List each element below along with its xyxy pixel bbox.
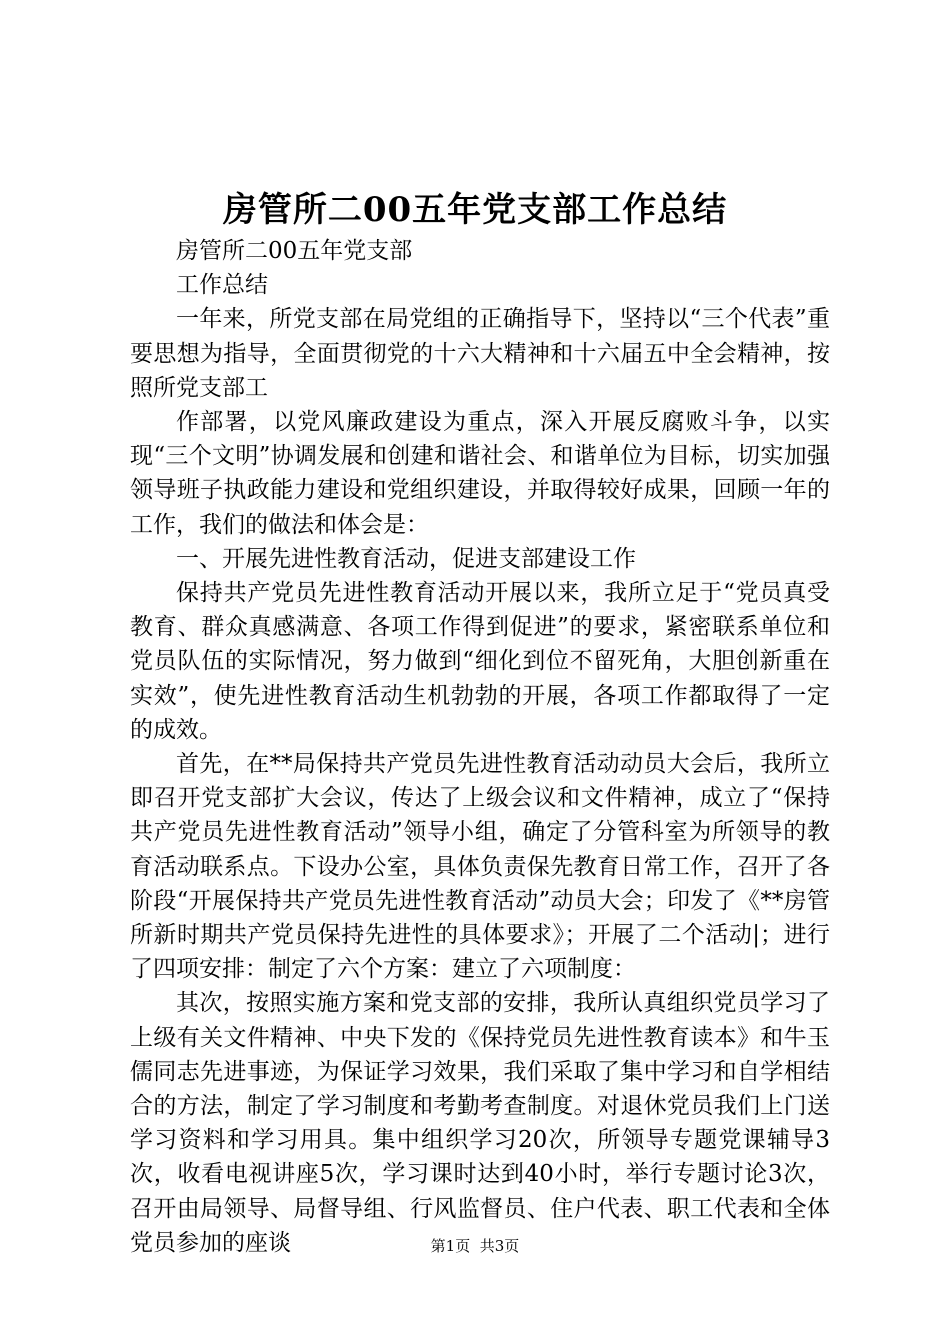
paragraph-subtitle-line1: 房管所二00五年党支部 [176, 238, 413, 264]
paragraph-education-activity: 保持共产党员先进性教育活动开展以来，我所立足于“党员真受教育、群众真感满意、各项工作得到促进”的要求，紧密联系单位和党员队伍的实际情况，努力做到“细化到位不留死角，大胆创新重在实效”，使先进性教育活动生机勃勃的开展，各项工作都取得了一定的成效。 [130, 580, 830, 743]
paragraph-subtitle-line2: 工作总结 [176, 272, 268, 299]
page-number: 第1页 [430, 1237, 471, 1255]
paragraph-deployment: 作部署，以党风廉政建设为重点，深入开展反腐败斗争，以实现“三个文明”协调发展和创建和谐社会、和谐单位为目标，切实加强领导班子执政能力建设和党组织建设，并取得较好成果，回顾一年的工作，我们的做法和体会是： [130, 409, 830, 538]
section-heading-1: 一、开展先进性教育活动，促进支部建设工作 [176, 545, 636, 572]
paragraph-intro: 一年来，所党支部在局党组的正确指导下，坚持以“三个代表”重要思想为指导，全面贯彻党的十六大精神和十六届五中全会精神，按照所党支部工 [130, 306, 830, 401]
document-title: 房管所二00五年党支部工作总结 [222, 190, 728, 230]
paragraph-first: 首先，在**局保持共产党员先进性教育活动动员大会后，我所立即召开党支部扩大会议，传达了上级会议和文件精神，成立了“保持共产党员先进性教育活动”领导小组，确定了分管科室为所领导的教育活动联系点。下设办公室，具体负责保先教育日常工作，召开了各阶段“开展保持共产党员先进性教育活动”动员大会；印发了《**房管所新时期共产党员保持先进性的具体要求》；开展了二个活动|；进行了四项安排：制定了六个方案：建立了六项制度： [130, 751, 830, 983]
page-total: 共3页 [479, 1237, 520, 1255]
paragraph-second: 其次，按照实施方案和党支部的安排，我所认真组织党员学习了上级有关文件精神、中央下发的《保持党员先进性教育读本》和牛玉儒同志先进事迹，为保证学习效果，我们采取了集中学习和自学相结合的方法，制定了学习制度和考勤考查制度。对退休党员我们上门送学习资料和学习用具。集中组织学习20次，所领导专题党课辅导3次，收看电视讲座5次，学习课时达到40小时，举行专题讨论3次，召开由局领导、局督导组、行风监督员、住户代表、职工代表和全体党员参加的座谈 [130, 990, 830, 1256]
page-footer [0, 1236, 950, 1256]
document-body [130, 234, 830, 1260]
